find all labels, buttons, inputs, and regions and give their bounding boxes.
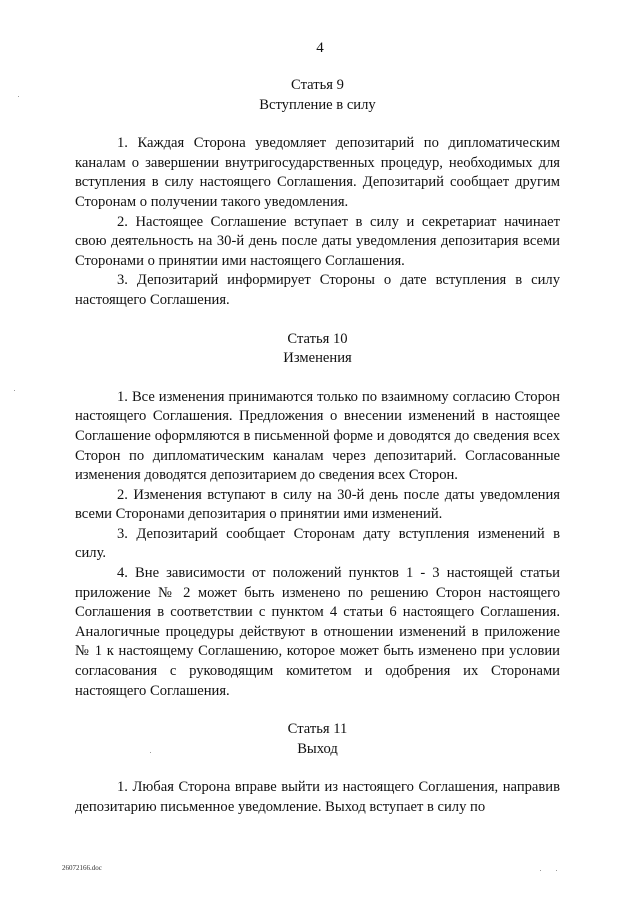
article-title: Вступление в силу	[259, 96, 376, 113]
paragraph: 1. Любая Сторона вправе выйти из настоящего Соглашения, направив депозитарию письменное уведомление. Выход вступает в силу по	[75, 779, 560, 815]
article-10	[75, 330, 560, 702]
article-9	[75, 76, 560, 311]
article-heading: Статья 9	[291, 77, 344, 93]
paragraph: 3. Депозитарий информирует Стороны о дате вступления в силу настоящего Соглашения.	[75, 272, 560, 308]
article-11	[75, 720, 560, 817]
article-heading: Статья 11	[287, 721, 348, 738]
scan-speck	[18, 96, 19, 97]
article-title: Изменения	[283, 350, 352, 367]
scan-speck	[540, 870, 541, 871]
paragraph: 2. Настоящее Соглашение вступает в силу и секретариат начинает свою деятельность на 30-й день после даты уведомления депозитария всеми Сторонами о принятии ими настоящего Соглашения.	[75, 213, 560, 269]
paragraph: 3. Депозитарий сообщает Сторонам дату вступления изменений в силу.	[75, 525, 560, 562]
scan-speck	[150, 752, 151, 753]
paragraph: 2. Изменения вступают в силу на 30-й день после даты уведомления всеми Сторонами депозитария о принятии ими изменений.	[75, 486, 560, 523]
spacer	[75, 701, 560, 720]
scan-speck	[14, 390, 15, 391]
paragraph: 1. Все изменения принимаются только по взаимному согласию Сторон настоящего Соглашения. Предложения о внесении изменений в настоящее Соглашение оформляются в письменной форме и доводятся до сведения всех Сторон по дипломатическим каналам через депозитарий. Согласованные изменения доводятся депозитарием до сведения всех Сторон.	[75, 388, 560, 484]
article-title: Выход	[297, 740, 338, 757]
paragraph: 1. Каждая Сторона уведомляет депозитарий по дипломатическим каналам о завершении внутригосударственных процедур, необходимых для вступления в силу настоящего Соглашения. Депозитарий сообщает другим Сторонам о получении такого уведомления.	[75, 135, 560, 210]
paragraph: 4. Вне зависимости от положений пунктов 1 - 3 настоящей статьи приложение № 2 может быть изменено по решению Сторон настоящего Соглашения в соответствии с пунктом 4 статьи 6 настоящего Соглашения. Аналогичные процедуры действуют в отношении изменений в приложение № 1 к настоящему Соглашению, которое может быть изменено при условии согласования с руководящим комитетом и одобрения их Сторонами настоящего Соглашения.	[75, 565, 560, 699]
article-heading: Статья 10	[287, 330, 348, 347]
document-body	[75, 76, 560, 818]
page-number: 4	[316, 40, 324, 56]
spacer	[75, 311, 560, 330]
footer-filename: 26072166.doc	[62, 864, 102, 872]
scan-speck	[556, 870, 557, 871]
